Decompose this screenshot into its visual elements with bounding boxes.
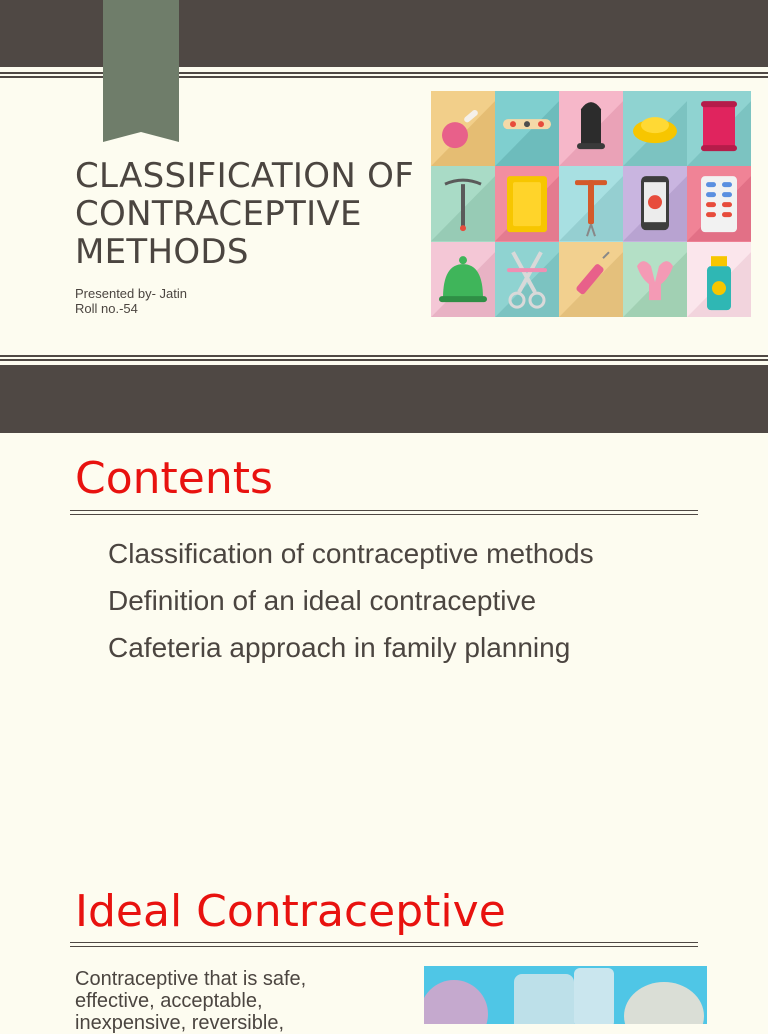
cap-icon xyxy=(431,242,495,317)
contraceptive-products-photo xyxy=(424,966,707,1024)
contraceptive-icons-grid xyxy=(431,91,751,317)
contents-list xyxy=(108,530,594,671)
presenter-info xyxy=(75,286,187,316)
ideal-text-line: Contraceptive that is safe, xyxy=(75,968,307,990)
title-line-2: CONTRACEPTIVE xyxy=(75,194,362,234)
phone-app-icon xyxy=(623,166,687,241)
condom-roll-icon xyxy=(687,91,751,166)
beads-icon xyxy=(495,91,559,166)
injection-icon xyxy=(559,242,623,317)
title-line-1: CLASSIFICATION OF xyxy=(75,156,415,196)
contents-item: Cafeteria approach in family planning xyxy=(108,632,571,663)
iud-icon xyxy=(431,166,495,241)
title-line-3: METHODS xyxy=(75,232,249,272)
bottom-rule-2 xyxy=(0,359,768,361)
scissors-icon xyxy=(495,242,559,317)
patch-icon xyxy=(495,166,559,241)
presenter-name: Presented by- Jatin xyxy=(75,286,188,301)
uterus-icon xyxy=(623,242,687,317)
bottom-rule-1 xyxy=(0,355,768,357)
t-iud-icon xyxy=(559,166,623,241)
slide-title xyxy=(75,157,435,271)
ideal-definition-text xyxy=(75,968,395,1034)
spray-icon xyxy=(687,242,751,317)
contents-item: Classification of contraceptive methods xyxy=(108,538,594,569)
cervical-cap-icon xyxy=(559,91,623,166)
contents-heading: Contents xyxy=(75,453,273,504)
uterine-syringe-icon xyxy=(431,91,495,166)
ideal-text-line: inexpensive, reversible, xyxy=(75,1012,284,1034)
contents-item: Definition of an ideal contraceptive xyxy=(108,585,537,616)
pill-pack-icon xyxy=(687,166,751,241)
ideal-divider xyxy=(70,942,698,947)
ideal-contraceptive-heading: Ideal Contraceptive xyxy=(75,886,506,937)
ideal-text-line: effective, acceptable, xyxy=(75,990,263,1012)
contents-divider xyxy=(70,510,698,515)
bookmark-ribbon xyxy=(103,0,179,142)
diaphragm-icon xyxy=(623,91,687,166)
slide-separator-band xyxy=(0,365,768,433)
roll-number: Roll no.-54 xyxy=(75,301,138,316)
